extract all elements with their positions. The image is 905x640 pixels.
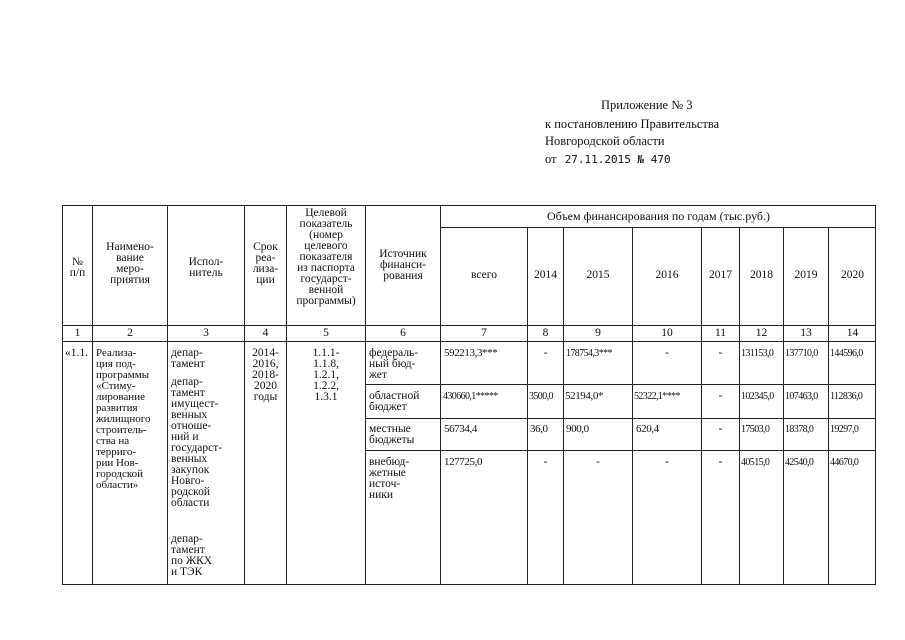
- col-number: 10: [661, 327, 673, 339]
- header-2020: 2020: [841, 269, 864, 281]
- source-2018: 131153,0: [741, 348, 774, 359]
- header-2016: 2016: [655, 269, 679, 281]
- col-number: 7: [481, 327, 487, 339]
- header-target: Целевой показатель (номер целевого показателя из паспорта государст- венной программы): [296, 207, 356, 307]
- header-num: № п/п: [69, 256, 86, 279]
- source-2017: -: [718, 347, 723, 359]
- source-2020: 144596,0: [830, 348, 863, 359]
- header-total: всего: [471, 269, 497, 281]
- source-2020: 112836,0: [830, 391, 863, 402]
- col-number: 14: [846, 327, 859, 339]
- source-2016: 620,4: [636, 423, 659, 435]
- appendix-title: Приложение № 3: [601, 98, 693, 112]
- row-target: 1.1.1- 1.1.8, 1.2.1, 1.2.2, 1.3.1: [312, 347, 340, 403]
- source-2017: -: [718, 456, 723, 468]
- source-2015: 52194,0*: [565, 390, 604, 402]
- source-name: областной бюджет: [369, 390, 420, 413]
- row-executor-2: депар- тамент имущест- венных отноше- ний и государст- венных закупок Новго- родской области: [171, 376, 223, 509]
- row-term: 2014- 2016, 2018- 2020 годы: [252, 347, 279, 403]
- row-number: «1.1.: [65, 347, 88, 359]
- source-2014: 36,0: [530, 423, 548, 435]
- col-number: 12: [755, 327, 768, 339]
- col-number: 6: [400, 327, 406, 339]
- col-number: 11: [714, 327, 727, 339]
- source-2018: 40515,0: [741, 457, 770, 468]
- date-line: [545, 151, 671, 168]
- header-2018: 2018: [750, 269, 773, 281]
- date-prefix: от: [545, 152, 557, 166]
- source-2015: 900,0: [566, 423, 589, 435]
- row-executor-3: депар- тамент по ЖКХ и ТЭК: [171, 533, 213, 578]
- source-2019: 42540,0: [785, 457, 814, 468]
- source-name: федераль- ный бюд- жет: [369, 347, 419, 381]
- col-number: 3: [203, 327, 209, 339]
- source-2019: 137710,0: [785, 348, 818, 359]
- source-2016: -: [665, 347, 669, 359]
- source-2014: -: [543, 347, 548, 359]
- source-total: 430660,1*****: [443, 391, 498, 402]
- source-2018: 17503,0: [741, 424, 770, 435]
- source-2018: 102345,0: [741, 391, 774, 402]
- header-funding: Объем финансирования по годам (тыс.руб.): [546, 209, 771, 223]
- source-2019: 107463,0: [785, 391, 818, 402]
- source-2020: 19297,0: [830, 424, 859, 435]
- col-number: 8: [542, 327, 549, 339]
- row-executor-1: депар- тамент: [171, 347, 205, 370]
- source-2020: 44670,0: [830, 457, 859, 468]
- col-number: 4: [262, 327, 269, 339]
- source-2016: 52322,1****: [634, 391, 680, 402]
- header-2017: 2017: [709, 269, 732, 281]
- source-2019: 18378,0: [785, 424, 814, 435]
- source-2017: -: [718, 390, 723, 402]
- source-name: местные бюджеты: [369, 423, 415, 446]
- col-number: 9: [595, 327, 601, 339]
- header-term: Срок реа- лиза- ции: [252, 241, 279, 286]
- date-value: 27.11.2015 № 470: [564, 153, 671, 166]
- col-number: 1: [74, 327, 81, 339]
- header-source: Источник финанси- рования: [379, 248, 427, 282]
- header-2014: 2014: [534, 269, 557, 281]
- source-2015: -: [596, 456, 600, 468]
- col-number: 5: [323, 327, 329, 339]
- resolution-line: к постановлению Правительства: [545, 117, 720, 131]
- source-2016: -: [665, 456, 669, 468]
- source-total: 127725,0: [444, 456, 483, 468]
- source-2014: 3500,0: [529, 391, 553, 402]
- header-name: Наимено- вание меро- приятия: [106, 241, 154, 286]
- source-2015: 178754,3***: [566, 348, 612, 359]
- source-total: 56734,4: [444, 423, 477, 435]
- source-2014: -: [543, 456, 548, 468]
- header-2019: 2019: [794, 269, 818, 281]
- row-measure-name: Реализа- ция под- программы «Стиму- лирование развития жилищного строитель- ства на терриго- рии Нов- городской области»: [96, 347, 151, 491]
- header-2015: 2015: [586, 269, 610, 281]
- header-executor: Испол- нитель: [188, 256, 224, 279]
- col-number: 2: [127, 327, 133, 339]
- source-2017: -: [718, 423, 723, 435]
- col-number: 13: [800, 327, 812, 339]
- source-total: 592213,3***: [444, 347, 498, 359]
- source-name: внебюд- жетные источ- ники: [369, 456, 410, 501]
- region-line: Новгородской области: [545, 134, 665, 148]
